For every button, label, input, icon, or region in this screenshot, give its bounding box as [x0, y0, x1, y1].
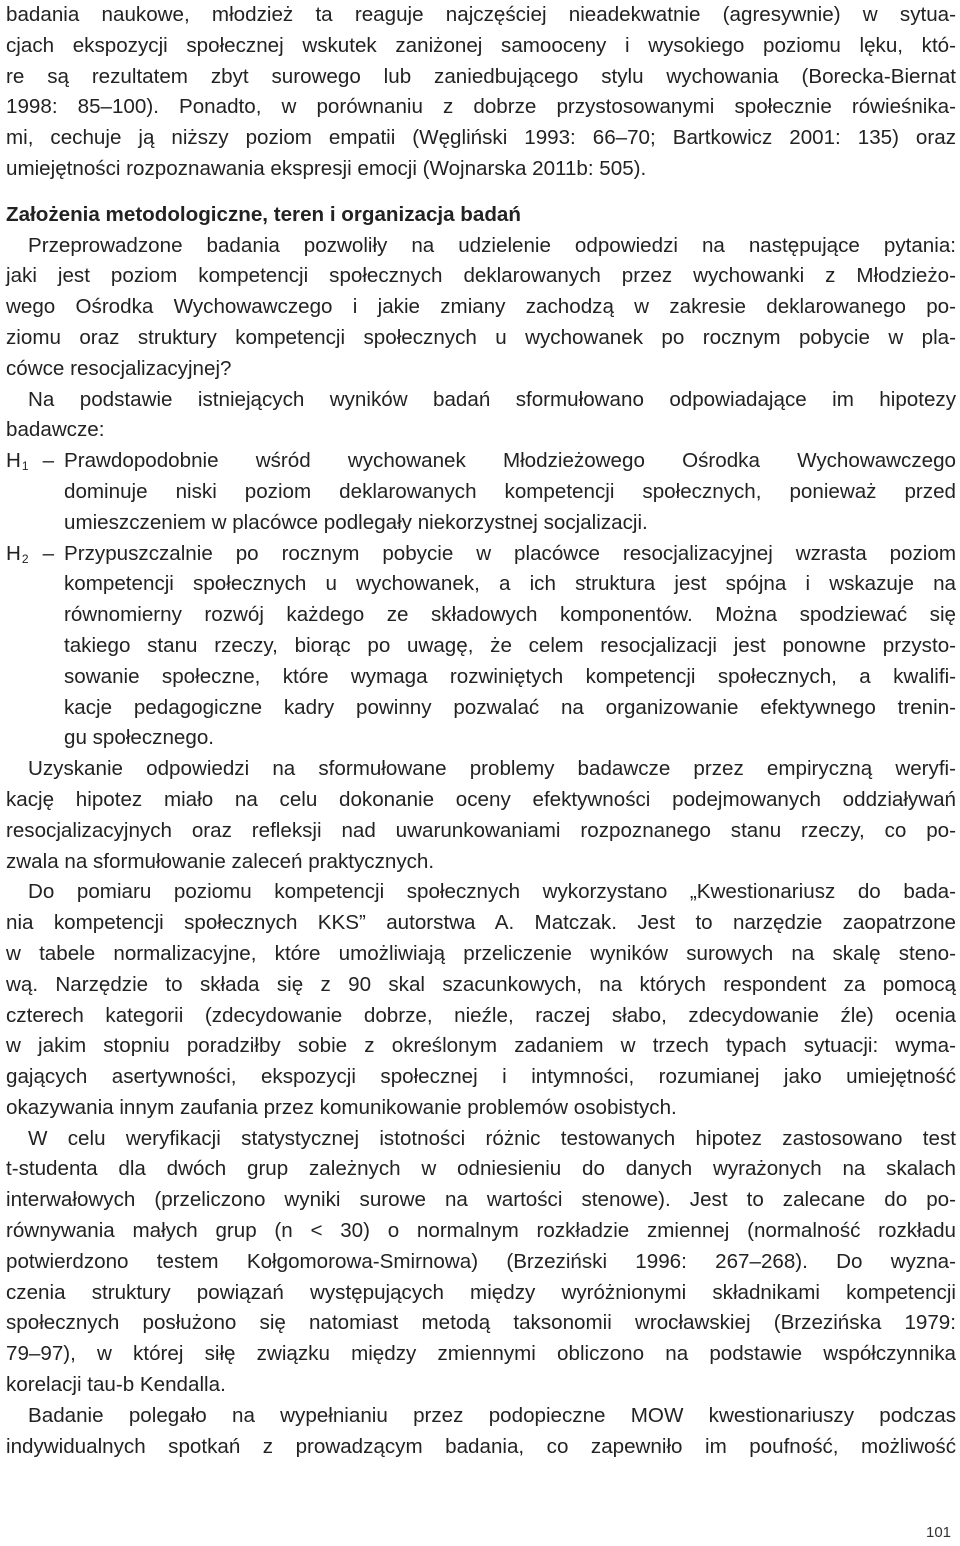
text-line: kację hipotez miało na celu dokonanie oceny efektywności podejmowanych oddziaływań — [6, 787, 956, 811]
text-line: cówce resocjalizacyjnej? — [6, 356, 232, 380]
hypothesis-1 — [6, 446, 956, 538]
text-line: kompetencji społecznych u wychowanek, a ich struktura jest spójna i wskazuje na — [64, 572, 956, 596]
text-line: nia kompetencji społecznych KKS” autorstwa A. Matczak. Jest to narzędzie zaopatrzone — [6, 911, 956, 935]
text-line: gu społecznego. — [64, 726, 214, 750]
hypothesis-dash: – — [42, 541, 55, 565]
page-number: 101 — [926, 1524, 952, 1541]
text-line: sowanie społeczne, które wymaga rozwiniętych kompetencji społecznych, a kwalifi- — [64, 664, 956, 688]
text-line: umieszczeniem w placówce podlegały niekorzystnej socjalizacji. — [64, 510, 648, 534]
intro-paragraph — [6, 0, 956, 185]
text-line: jaki jest poziom kompetencji społecznych deklarowanych przez wychowanki z Młodzieżo- — [6, 264, 956, 288]
hypothesis-dash: – — [42, 449, 55, 473]
questions-paragraph — [6, 231, 956, 385]
text-line: równomierny rozwój każdego ze składowych komponentów. Można spodziewać się — [64, 603, 956, 627]
hypothesis-index: 1 — [21, 459, 29, 474]
hypothesis-label — [6, 539, 54, 575]
text-line: wego Ośrodka Wychowawczego i jakie zmiany zachodzą w zakresie deklarowanego po- — [6, 295, 956, 319]
text-line: cjach ekspozycji społecznej wskutek zaniżonej samooceny i wysokiego poziomu lęku, któ- — [6, 33, 956, 57]
text-line: Przypuszczalnie po rocznym pobycie w placówce resocjalizacyjnej wzrasta poziom — [64, 541, 956, 565]
text-line: Uzyskanie odpowiedzi na sformułowane problemy badawcze przez empiryczną weryfi- — [28, 757, 956, 781]
answers-paragraph — [6, 754, 956, 877]
document-page — [6, 0, 956, 1462]
text-line: badawcze: — [6, 418, 105, 442]
text-line: czterech kategorii (zdecydowanie dobrze, nieźle, raczej słabo, zdecydowanie źle) ocenia — [6, 1003, 956, 1027]
text-line: ziomu oraz struktury kompetencji społecznych u wychowanek po rocznym pobycie w pla- — [6, 325, 956, 349]
text-line: korelacji tau-b Kendalla. — [6, 1373, 226, 1397]
hypotheses-intro-paragraph — [6, 385, 956, 447]
text-line: W celu weryfikacji statystycznej istotności różnic testowanych hipotez zastosowano test — [28, 1126, 956, 1150]
text-line: interwałowych (przeliczono wyniki surowe na wartości stenowe). Jest to zalecane do po- — [6, 1188, 956, 1212]
text-line: społecznych posłużono się natomiast metodą taksonomii wrocławskiej (Brzezińska 1979: — [6, 1311, 956, 1335]
hypothesis-letter: H — [6, 449, 21, 473]
procedure-paragraph — [6, 1401, 956, 1463]
text-line: zwala na sformułowanie zaleceń praktycznych. — [6, 849, 435, 873]
text-line: re są rezultatem zbyt surowego lub zaniedbującego stylu wychowania (Borecka-Biernat — [6, 64, 956, 88]
section-heading: Założenia metodologiczne, teren i organizacja badań — [6, 202, 521, 226]
text-line: Badanie polegało na wypełnianiu przez podopieczne MOW kwestionariuszy podczas — [28, 1403, 956, 1427]
text-line: t-studenta dla dwóch grup zależnych w odniesieniu do danych wyrażonych na skalach — [6, 1157, 956, 1181]
text-line: czenia struktury powiązań występujących między wyróżnionymi składnikami kompetencji — [6, 1280, 956, 1304]
text-line: mi, cechuje ją niższy poziom empatii (Węgliński 1993: 66–70; Bartkowicz 2001: 135) oraz — [6, 126, 956, 150]
text-line: potwierdzono testem Kołgomorowa-Smirnowa) (Brzeziński 1996: 267–268). Do wyzna- — [6, 1249, 956, 1273]
stats-paragraph — [6, 1124, 956, 1401]
text-line: Do pomiaru poziomu kompetencji społecznych wykorzystano „Kwestionariusz do bada- — [28, 880, 956, 904]
text-line: dominuje niski poziom deklarowanych kompetencji społecznych, ponieważ przed — [64, 479, 956, 503]
hypothesis-label — [6, 446, 54, 482]
hypothesis-letter: H — [6, 541, 21, 565]
text-line: 79–97), w której siłę związku między zmiennymi obliczono na podstawie współczynnika — [6, 1342, 956, 1366]
text-line: wą. Narzędzie to składa się z 90 skal szacunkowych, na których respondent za pomocą — [6, 972, 956, 996]
text-line: badania naukowe, młodzież ta reaguje najczęściej nieadekwatnie (agresywnie) w sytua- — [6, 3, 956, 26]
text-line: resocjalizacyjnych oraz refleksji nad uwarunkowaniami rozpoznanego stanu rzeczy, co po- — [6, 818, 956, 842]
hypothesis-index: 2 — [21, 551, 29, 566]
text-line: w jakim stopniu poradziłby sobie z określonym zadaniem w trzech typach sytuacji: wyma- — [6, 1034, 956, 1058]
text-line: takiego stanu rzeczy, biorąc po uwagę, że celem resocjalizacji jest ponowne przysto- — [64, 633, 956, 657]
tool-paragraph — [6, 877, 956, 1123]
text-line: umiejętności rozpoznawania ekspresji emocji (Wojnarska 2011b: 505). — [6, 156, 647, 180]
text-line: 1998: 85–100). Ponadto, w porównaniu z dobrze przystosowanymi społecznie rówieśnika- — [6, 95, 956, 119]
hypothesis-2 — [6, 539, 956, 755]
text-line: Przeprowadzone badania pozwoliły na udzielenie odpowiedzi na następujące pytania: — [28, 233, 956, 257]
text-line: kacje pedagogiczne kadry powinny pozwalać na organizowanie efektywnego trenin- — [64, 695, 956, 719]
text-line: równywania małych grup (n < 30) o normalnym rozkładzie zmiennej (normalność rozkładu — [6, 1219, 956, 1243]
text-line: w tabele normalizacyjne, które umożliwiają przeliczenie wyników surowych na skalę steno- — [6, 941, 956, 965]
text-line: okazywania innym zaufania przez komunikowanie problemów osobistych. — [6, 1095, 677, 1119]
text-line: Na podstawie istniejących wyników badań sformułowano odpowiadające im hipotezy — [28, 387, 956, 411]
text-line: gających asertywności, ekspozycji społecznej i intymności, rozumianej jako umiejętność — [6, 1065, 956, 1089]
text-line: Prawdopodobnie wśród wychowanek Młodzieżowego Ośrodka Wychowawczego — [64, 449, 956, 473]
text-line: indywidualnych spotkań z prowadzącym badania, co zapewniło im poufność, możliwość — [6, 1434, 956, 1458]
